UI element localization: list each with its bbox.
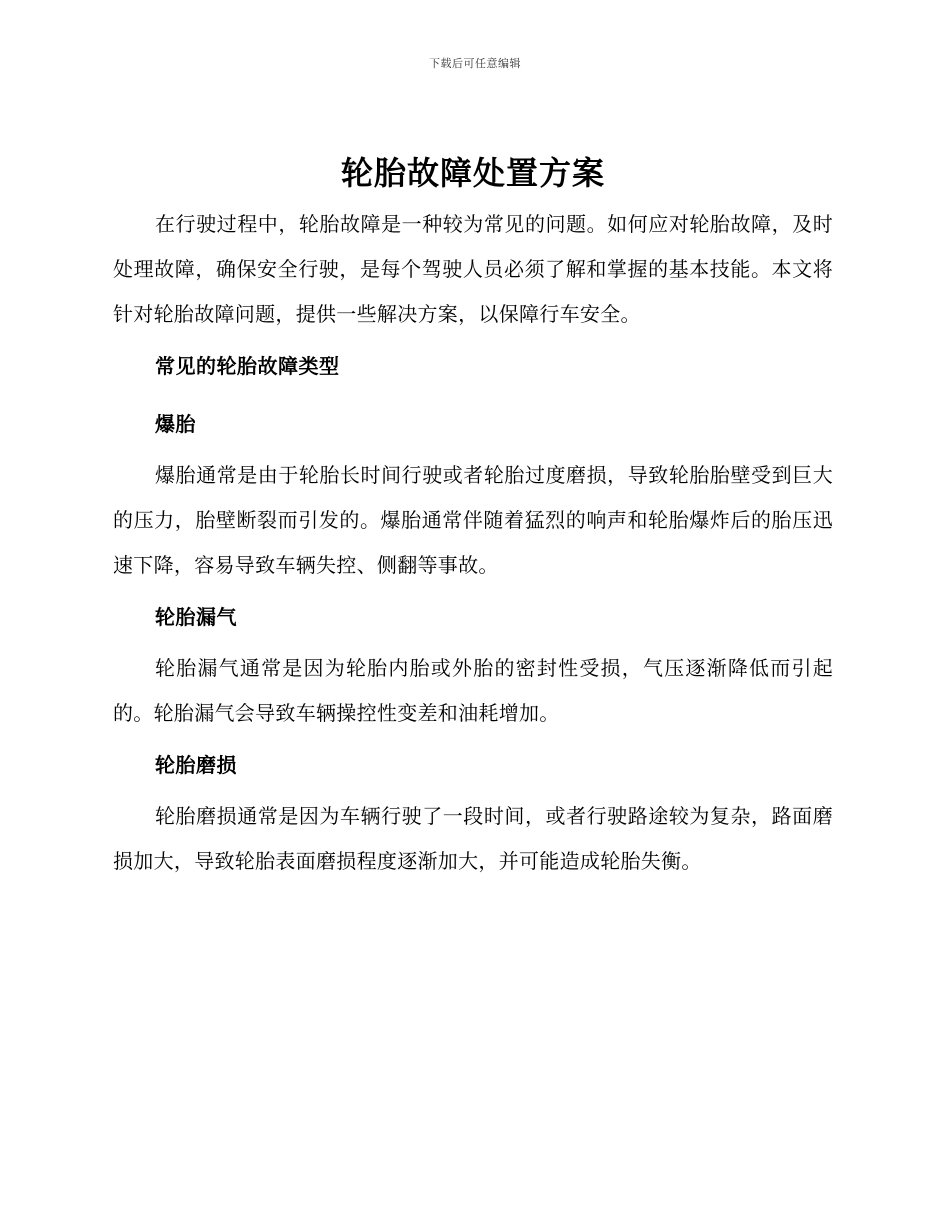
subsection-heading-wear: 轮胎磨损 — [155, 753, 237, 777]
document-title: 轮胎故障处置方案 — [340, 154, 605, 192]
document-body — [113, 150, 833, 884]
subsection-text-leak: 轮胎漏气通常是因为轮胎内胎或外胎的密封性受损，气压逐渐降低而引起的。轮胎漏气会导致车辆操控性变差和油耗增加。 — [113, 656, 833, 725]
header-note: 下载后可任意编辑 — [429, 57, 521, 70]
subsection-text-blowout: 爆胎通常是由于轮胎长时间行驶或者轮胎过度磨损，导致轮胎胎壁受到巨大的压力，胎壁断裂而引发的。爆胎通常伴随着猛烈的响声和轮胎爆炸后的胎压迅速下降，容易导致车辆失控、侧翻等事故。 — [113, 463, 833, 577]
intro-paragraph: 在行驶过程中，轮胎故障是一种较为常见的问题。如何应对轮胎故障，及时处理故障，确保安全行驶，是每个驾驶人员必须了解和掌握的基本技能。本文将针对轮胎故障问题，提供一些解决方案，以保障行车安全。 — [113, 212, 833, 326]
subsection-text-wear: 轮胎磨损通常是因为车辆行驶了一段时间，或者行驶路途较为复杂，路面磨损加大，导致轮胎表面磨损程度逐渐加大，并可能造成轮胎失衡。 — [113, 804, 833, 873]
subsection-heading-leak: 轮胎漏气 — [155, 605, 237, 629]
section-heading: 常见的轮胎故障类型 — [155, 354, 340, 378]
subsection-heading-blowout: 爆胎 — [155, 412, 196, 436]
